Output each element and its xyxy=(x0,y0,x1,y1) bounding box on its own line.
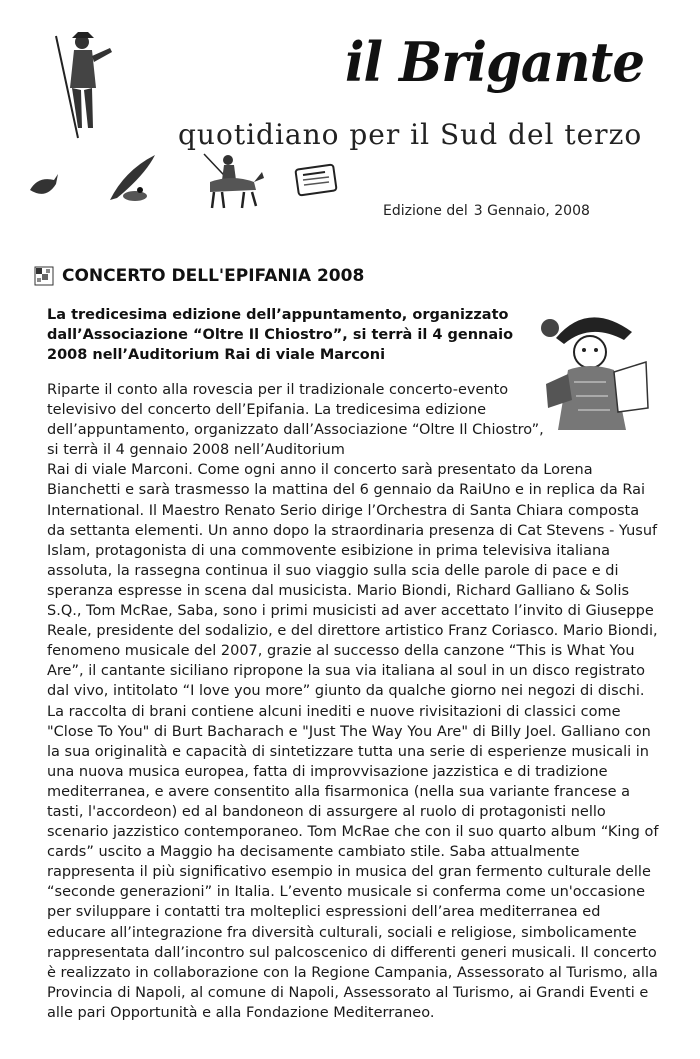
newspaper-icon xyxy=(293,163,343,199)
horseman-icon xyxy=(198,150,266,210)
article-body-main: Rai di viale Marconi. Come ogni anno il concerto sarà presentato da Lorena Bianchetti e sarà trasmesso la mattina del 6 gennaio da RaiUno e in replica da Rai International. Il Maestro Renato Serio dirige l’Orchestra di Santa Chiara composta da settanta elementi. Un anno dopo la straordinaria presenza di Cat Stevens - Yusuf Islam, protagonista di una commovente esibizione in prima televisiva italiana assoluta, la rassegna continua il suo viaggio sulla scia delle parole di pace e di speranza espresse in scena dal musicista. Mario Biondi, Richard Galliano & Solis S.Q., Tom McRae, Saba, sono i primi musicisti ad aver accettato l’invito di Giuseppe Reale, presidente del sodalizio, e del direttore artistico Franz Coriasco. Mario Biondi, fenomeno musicale del 2007, grazie al successo della canzone “This is What You Are”, il cantante siciliano ripropone la sua via italiana al soul in un disco registrato dal vivo, intitolato “I love you more” giunto da qualche giorno nei negozi di dischi. La raccolta di brani contiene alcuni inediti e nuove rivisitazioni di classici come "Close To You" di Burt Bacharach e "Just The Way You Are" di Billy Joel. Galliano con la sua originalità e capacità di sintetizzare tutta una serie di esperienze musicali in una nuova musica europea, fatta di improvvisazione jazzistica e di tradizione mediterranea, e avere consentito alla fisarmonica (nella sua variante francese a tasti, l'accordeon) ed al bandoneon di assurgere al ruolo di protagonisti nello scenario jazzistico contemporaneo. Tom McRae che con il suo quarto album “King of cards” uscito a Maggio ha decisamente cambiato stile. Saba attualmente rappresenta il più significativo esempio in musica del gran fermento culturale delle “seconde generazioni” in Italia. L’evento musicale si conferma come un'occasione per sviluppare i contatti tra molteplici espressioni dell’area mediterranea ed educare all’integrazione fra diversità culturali, sociali e religiose, simbolicamente rappresentata dall’incontro sul palcoscenico di differenti generi musicali. Il concerto è realizzato in collaborazione con la Regione Campania, Assessorato al Turismo, alla Provincia di Napoli, al comune di Napoli, Assessorato al Turismo, ai Grandi Eventi e alle pari Opportunità e alla Fondazione Mediterraneo. xyxy=(47,462,659,1021)
newspaper-subtitle: quotidiano per il Sud del terzo xyxy=(178,118,643,151)
article-body xyxy=(47,380,659,1023)
small-bird-icon xyxy=(26,170,62,206)
article-title: CONCERTO DELL'EPIFANIA 2008 xyxy=(62,266,365,286)
edition-date-value: 3 Gennaio, 2008 xyxy=(473,203,590,219)
article-lead: La tredicesima edizione dell’appuntamento, organizzato dall’Associazione “Oltre Il Chiostro”, si terrà il 4 gennaio 2008 nell’Auditorium Rai di viale Marconi xyxy=(47,307,514,363)
newspaper-name: il Brigante xyxy=(345,30,645,94)
section-heading xyxy=(34,264,364,288)
article-body-intro: Riparte il conto alla rovescia per il tradizionale concerto-evento televisivo del concerto dell’Epifania. La tredicesima edizione dell’appuntamento, organizzato dall’Associazione “Oltre Il Chiostro”, si terrà il 4 gennaio 2008 nell’Auditorium xyxy=(47,382,544,459)
section-marker-icon xyxy=(34,266,54,286)
brigand-figure-icon xyxy=(48,28,118,143)
edition-date xyxy=(383,203,596,219)
edition-label: Edizione del xyxy=(383,203,468,219)
quill-icon xyxy=(105,150,165,205)
masthead xyxy=(0,0,700,240)
